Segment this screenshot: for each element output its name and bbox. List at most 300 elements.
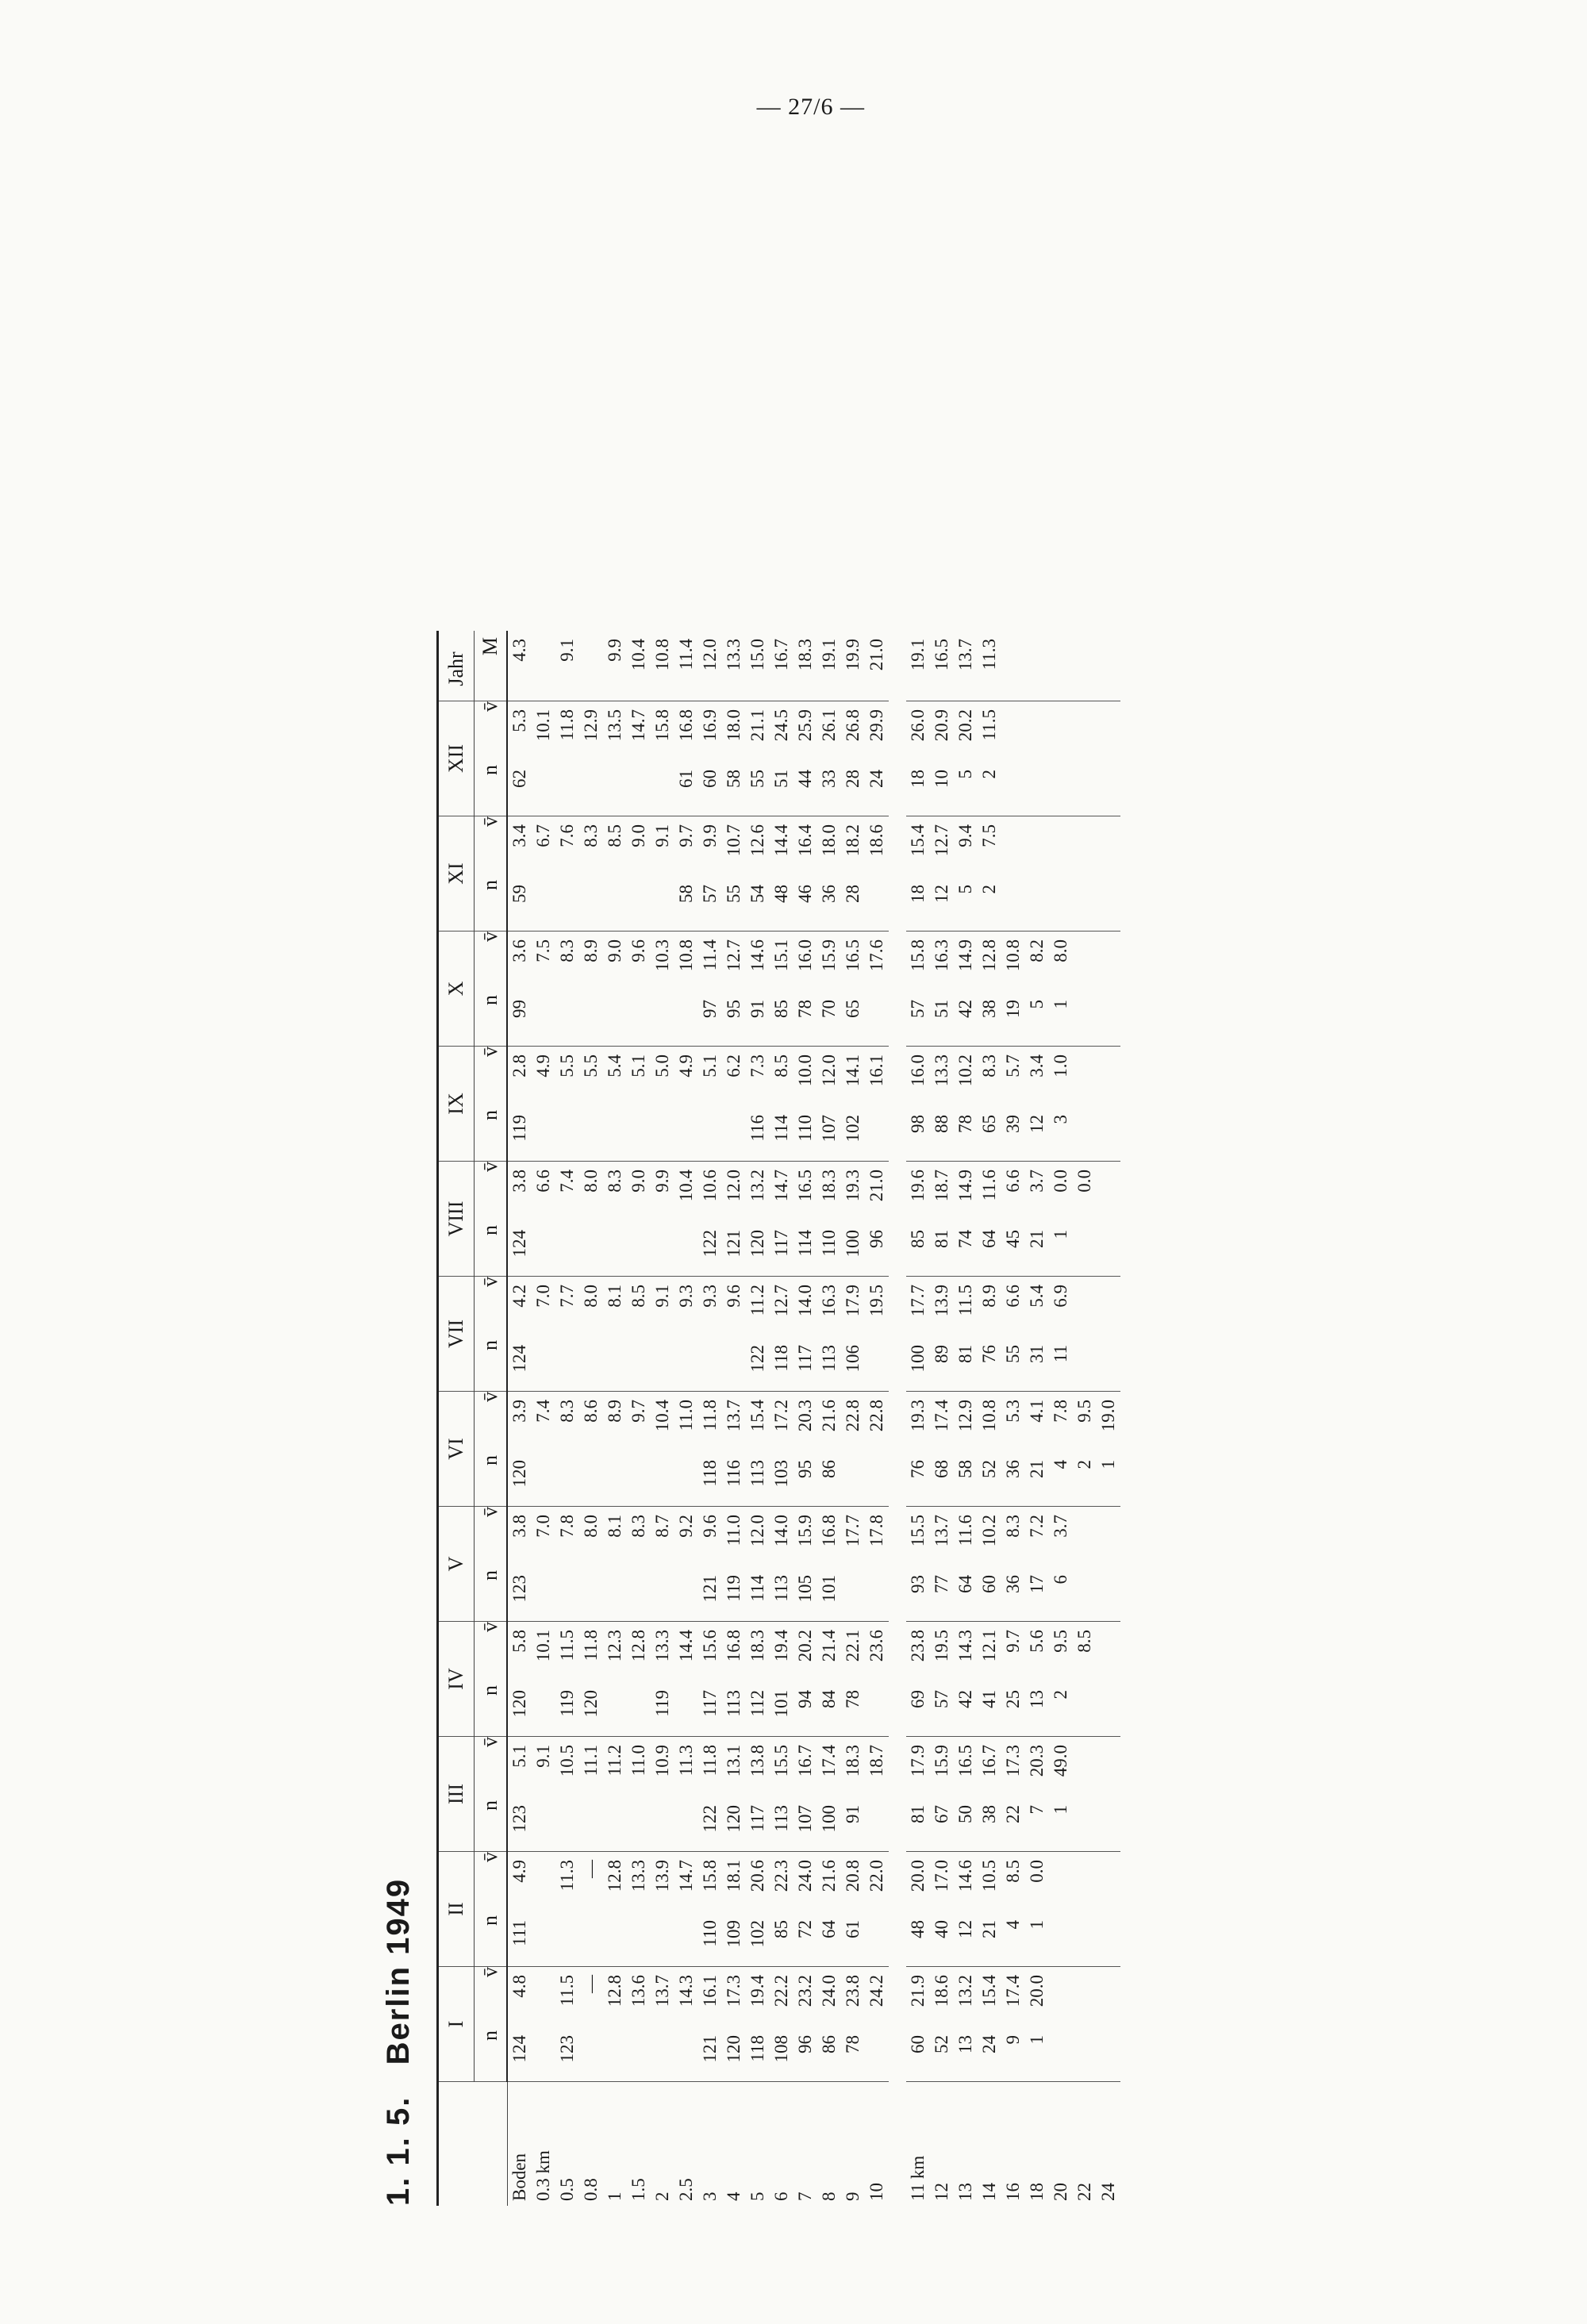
count-cell: 108 <box>770 2030 794 2082</box>
count-cell: 100 <box>906 1340 930 1392</box>
count-cell <box>532 1455 555 1507</box>
mean-speed-cell: 11.0 <box>628 1745 648 1777</box>
count-cell: 94 <box>794 1685 817 1737</box>
mean-speed-cell: 3.8 <box>509 1170 529 1193</box>
mean-speed-cell: 15.9 <box>932 1745 951 1777</box>
mean-speed-cell: 14.7 <box>771 1170 791 1202</box>
count-cell: 9 <box>1001 2030 1025 2082</box>
mean-speed-header: v̄ <box>475 1622 508 1686</box>
count-cell <box>532 1570 555 1622</box>
count-cell <box>865 1110 889 1162</box>
mean-speed-cell: 0.0 <box>1027 1860 1047 1883</box>
count-cell: 118 <box>698 1455 722 1507</box>
mean-speed-cell: 9.0 <box>605 939 624 962</box>
table-row <box>1001 631 1025 2206</box>
count-cell: 64 <box>817 1915 841 1967</box>
count-cell: 118 <box>746 2030 770 2082</box>
month-header: XI <box>438 816 475 932</box>
count-cell: 58 <box>722 765 746 816</box>
count-cell <box>627 995 651 1047</box>
mean-speed-cell: 18.6 <box>867 824 886 857</box>
mean-speed-cell: 13.2 <box>955 1975 975 2007</box>
count-cell <box>627 880 651 932</box>
mean-speed-cell: 8.5 <box>771 1054 791 1077</box>
count-cell: 103 <box>770 1455 794 1507</box>
count-cell: 12 <box>930 880 954 932</box>
count-cell <box>555 1800 579 1852</box>
count-cell <box>651 1570 674 1622</box>
mean-speed-cell: 14.1 <box>843 1054 863 1087</box>
count-cell: 95 <box>722 995 746 1047</box>
mean-speed-cell: 15.4 <box>747 1400 767 1432</box>
mean-speed-cell: 14.6 <box>955 1860 975 1892</box>
mean-speed-cell: 8.3 <box>979 1054 999 1077</box>
mean-speed-cell: 15.8 <box>908 939 928 972</box>
mean-speed-cell: 8.0 <box>581 1285 601 1308</box>
count-cell: 78 <box>841 1685 865 1737</box>
count-cell: 18 <box>906 765 930 816</box>
count-cell: 91 <box>841 1800 865 1852</box>
count-cell <box>603 1110 627 1162</box>
count-cell <box>627 1110 651 1162</box>
count-cell: 51 <box>930 995 954 1047</box>
mean-speed-cell: 13.5 <box>605 709 624 742</box>
mean-speed-cell: 20.9 <box>932 709 951 742</box>
mean-speed-cell: 26.8 <box>843 709 863 742</box>
count-cell <box>603 1685 627 1737</box>
mean-speed-cell: 5.4 <box>1027 1285 1047 1308</box>
count-cell: 76 <box>978 1340 1001 1392</box>
page-title: 1. 1. 5. Berlin 1949 <box>381 1877 416 2206</box>
mean-speed-cell: 13.6 <box>628 1975 648 2007</box>
count-cell <box>674 1915 698 1967</box>
mean-speed-cell: 20.3 <box>1027 1745 1047 1777</box>
count-cell <box>579 880 603 932</box>
mean-speed-cell: 5.3 <box>1003 1400 1023 1423</box>
mean-speed-cell: 9.6 <box>628 939 648 962</box>
count-cell: 36 <box>817 880 841 932</box>
mean-speed-cell: 16.3 <box>932 939 951 972</box>
mean-speed-cell: 4.8 <box>509 1975 529 1998</box>
mean-speed-cell: 16.9 <box>700 709 720 742</box>
mean-speed-cell: 5.5 <box>581 1054 601 1077</box>
count-cell <box>603 1570 627 1622</box>
mean-speed-cell: 29.9 <box>867 709 886 742</box>
count-cell: 4 <box>1001 1915 1025 1967</box>
count-cell: 21 <box>1025 1225 1049 1277</box>
mean-speed-cell: 11.6 <box>979 1170 999 1201</box>
count-cell <box>651 1225 674 1277</box>
count-cell: 121 <box>698 1570 722 1622</box>
mean-speed-cell: 16.5 <box>955 1745 975 1777</box>
mean-speed-cell: 17.3 <box>1003 1745 1023 1777</box>
count-cell: 96 <box>865 1225 889 1277</box>
count-cell: 110 <box>794 1110 817 1162</box>
mean-speed-cell: 19.3 <box>908 1400 928 1432</box>
mean-speed-cell: 9.3 <box>700 1285 720 1308</box>
mean-speed-cell: 21.6 <box>819 1400 839 1432</box>
year-mean-cell: 10.8 <box>651 631 674 701</box>
count-cell <box>555 765 579 816</box>
count-header: n <box>475 1340 508 1392</box>
count-cell <box>841 1455 865 1507</box>
mean-speed-cell: 12.8 <box>628 1630 648 1662</box>
data-table <box>436 631 1120 2206</box>
count-cell <box>1073 880 1097 932</box>
mean-speed-cell <box>1097 932 1120 996</box>
count-cell: 52 <box>930 2030 954 2082</box>
count-cell <box>698 1340 722 1392</box>
mean-speed-cell <box>1097 816 1120 881</box>
count-cell <box>532 1225 555 1277</box>
table-row <box>627 631 651 2206</box>
mean-speed-cell: 19.4 <box>771 1630 791 1662</box>
count-cell <box>674 1800 698 1852</box>
height-label: 0.5 <box>557 2178 577 2201</box>
mean-speed-cell: 7.2 <box>1027 1515 1047 1538</box>
mean-speed-cell <box>1073 1277 1097 1341</box>
mean-speed-cell: 7.8 <box>1051 1400 1070 1423</box>
count-cell: 24 <box>865 765 889 816</box>
count-cell <box>627 1455 651 1507</box>
mean-speed-cell: 13.7 <box>932 1515 951 1547</box>
mean-speed-cell: 12.7 <box>932 824 951 857</box>
mean-speed-cell: 6.9 <box>1051 1285 1070 1308</box>
mean-speed-cell: 4.9 <box>509 1860 529 1883</box>
mean-speed-cell: 16.0 <box>908 1054 928 1087</box>
mean-speed-cell: 9.5 <box>1074 1400 1094 1423</box>
mean-speed-cell: 8.3 <box>605 1170 624 1193</box>
count-cell: 1 <box>1049 1800 1073 1852</box>
table-row <box>651 631 674 2206</box>
count-cell: 122 <box>746 1340 770 1392</box>
table-row <box>1073 631 1097 2206</box>
mean-speed-cell <box>1097 1967 1120 2031</box>
mean-speed-header: v̄ <box>475 701 508 766</box>
count-cell: 117 <box>770 1225 794 1277</box>
table-row <box>794 631 817 2206</box>
count-cell: 50 <box>954 1800 978 1852</box>
year-mean-header: M <box>475 631 508 701</box>
count-cell <box>651 1800 674 1852</box>
count-cell: 39 <box>1001 1110 1025 1162</box>
count-cell: 36 <box>1001 1570 1025 1622</box>
year-mean-cell <box>579 631 603 701</box>
mean-speed-cell: 5.1 <box>509 1745 529 1768</box>
height-label: 3 <box>700 2191 720 2201</box>
mean-speed-cell: 9.7 <box>676 824 696 847</box>
count-cell: 5 <box>1025 995 1049 1047</box>
mean-speed-cell: 14.6 <box>747 939 767 972</box>
mean-speed-cell: 19.3 <box>843 1170 863 1202</box>
count-cell: 58 <box>674 880 698 932</box>
mean-speed-cell <box>1097 1507 1120 1571</box>
mean-speed-cell: 8.2 <box>1027 939 1047 962</box>
mean-speed-cell: 12.1 <box>979 1630 999 1662</box>
count-cell: 85 <box>770 995 794 1047</box>
count-cell: 81 <box>930 1225 954 1277</box>
table-header <box>438 631 508 2206</box>
count-cell: 93 <box>906 1570 930 1622</box>
mean-speed-header: v̄ <box>475 932 508 996</box>
month-header: XII <box>438 701 475 816</box>
mean-speed-cell: 21.4 <box>819 1630 839 1662</box>
mean-speed-cell: 6.7 <box>533 824 553 847</box>
mean-speed-cell: 4.2 <box>509 1285 529 1308</box>
mean-speed-cell: 17.3 <box>724 1975 744 2007</box>
mean-speed-cell <box>1097 1622 1120 1686</box>
count-cell: 48 <box>906 1915 930 1967</box>
mean-speed-cell: 15.1 <box>771 939 791 972</box>
count-cell: 81 <box>906 1800 930 1852</box>
count-cell: 28 <box>841 765 865 816</box>
count-cell: 107 <box>817 1110 841 1162</box>
count-cell <box>603 1915 627 1967</box>
year-mean-cell: 11.3 <box>978 631 1001 701</box>
year-mean-cell <box>532 631 555 701</box>
count-cell <box>1073 1915 1097 1967</box>
count-cell: 111 <box>507 1915 532 1967</box>
mean-speed-cell: 9.1 <box>652 824 672 847</box>
height-label: 6 <box>771 2191 791 2201</box>
mean-speed-cell: 5.5 <box>557 1054 577 1077</box>
mean-speed-cell: 12.8 <box>605 1860 624 1892</box>
height-label: Boden <box>509 2153 529 2201</box>
mean-speed-cell: 7.4 <box>557 1170 577 1193</box>
mean-speed-cell: 12.8 <box>605 1975 624 2007</box>
count-cell: 114 <box>770 1110 794 1162</box>
count-cell: 119 <box>651 1685 674 1737</box>
height-label: 2.5 <box>676 2178 696 2201</box>
count-cell <box>579 1455 603 1507</box>
mean-speed-cell: 19.4 <box>747 1975 767 2007</box>
count-cell <box>865 1455 889 1507</box>
count-header: n <box>475 1110 508 1162</box>
mean-speed-cell: 18.7 <box>932 1170 951 1202</box>
count-cell: 74 <box>954 1225 978 1277</box>
count-cell <box>579 2030 603 2082</box>
mean-speed-header: v̄ <box>475 1737 508 1801</box>
mean-speed-cell: 14.7 <box>676 1860 696 1892</box>
mean-speed-cell: 12.3 <box>605 1630 624 1662</box>
table-body <box>507 631 1120 2206</box>
header-corner <box>438 2082 508 2207</box>
mean-speed-cell <box>1049 1852 1073 1916</box>
count-cell <box>1097 1915 1120 1967</box>
count-cell: 120 <box>722 2030 746 2082</box>
year-mean-cell: 13.7 <box>954 631 978 701</box>
count-cell: 24 <box>978 2030 1001 2082</box>
height-label: 20 <box>1051 2183 1070 2201</box>
count-cell <box>674 1570 698 1622</box>
count-cell: 57 <box>906 995 930 1047</box>
mean-speed-cell: 13.3 <box>652 1630 672 1662</box>
mean-speed-cell: 11.0 <box>676 1400 696 1431</box>
mean-speed-cell: 3.4 <box>509 824 529 847</box>
table-row <box>555 631 579 2206</box>
count-cell <box>651 1110 674 1162</box>
mean-speed-cell: 8.5 <box>605 824 624 847</box>
count-cell <box>1049 765 1073 816</box>
count-cell <box>579 1570 603 1622</box>
count-cell: 117 <box>698 1685 722 1737</box>
count-cell <box>674 995 698 1047</box>
year-mean-cell <box>1049 631 1073 701</box>
count-cell: 60 <box>906 2030 930 2082</box>
count-cell: 69 <box>906 1685 930 1737</box>
count-cell: 119 <box>507 1110 532 1162</box>
mean-speed-cell: 6.2 <box>724 1054 744 1077</box>
count-header: n <box>475 1225 508 1277</box>
mean-speed-cell: 8.3 <box>1003 1515 1023 1538</box>
count-cell: 76 <box>906 1455 930 1507</box>
mean-speed-cell <box>1073 932 1097 996</box>
table-row <box>930 631 954 2206</box>
count-cell: 99 <box>507 995 532 1047</box>
year-mean-cell: 11.4 <box>674 631 698 701</box>
count-cell: 51 <box>770 765 794 816</box>
mean-speed-cell: 9.1 <box>533 1745 553 1768</box>
count-cell <box>579 995 603 1047</box>
mean-speed-cell: 16.5 <box>795 1170 815 1202</box>
count-cell: 67 <box>930 1800 954 1852</box>
height-label: 14 <box>979 2183 999 2201</box>
count-cell: 41 <box>978 1685 1001 1737</box>
mean-speed-cell: 11.1 <box>581 1745 601 1777</box>
mean-speed-cell <box>1049 1967 1073 2031</box>
mean-speed-cell: 14.4 <box>771 824 791 857</box>
count-cell: 72 <box>794 1915 817 1967</box>
table-row <box>532 631 555 2206</box>
count-cell <box>627 1570 651 1622</box>
mean-speed-cell: 7.0 <box>533 1515 553 1538</box>
mean-speed-cell: 6.6 <box>1003 1170 1023 1193</box>
mean-speed-cell: 16.4 <box>795 824 815 857</box>
year-mean-cell: 12.0 <box>698 631 722 701</box>
count-cell <box>603 765 627 816</box>
mean-speed-cell: 22.1 <box>843 1630 863 1662</box>
count-cell <box>627 1685 651 1737</box>
height-label: 11 km <box>908 2155 928 2201</box>
count-cell: 110 <box>698 1915 722 1967</box>
mean-speed-cell <box>1001 701 1025 766</box>
mean-speed-cell: 12.9 <box>581 709 601 742</box>
count-cell: 124 <box>507 2030 532 2082</box>
count-cell <box>579 1800 603 1852</box>
mean-speed-cell <box>1073 816 1097 881</box>
count-cell: 102 <box>746 1915 770 1967</box>
mean-speed-cell <box>1025 701 1049 766</box>
count-cell <box>532 880 555 932</box>
mean-speed-cell <box>1049 816 1073 881</box>
count-cell: 101 <box>770 1685 794 1737</box>
count-cell: 124 <box>507 1225 532 1277</box>
year-mean-cell <box>1073 631 1097 701</box>
mean-speed-cell: 12.6 <box>747 824 767 857</box>
count-cell <box>1097 1685 1120 1737</box>
mean-speed-cell: 8.9 <box>581 939 601 962</box>
count-cell <box>627 765 651 816</box>
count-cell: 85 <box>906 1225 930 1277</box>
mean-speed-cell: 9.1 <box>652 1285 672 1308</box>
height-label: 2 <box>652 2191 672 2201</box>
mean-speed-header: v̄ <box>475 1047 508 1111</box>
mean-speed-cell: 10.3 <box>652 939 672 972</box>
count-cell: 117 <box>794 1340 817 1392</box>
mean-speed-cell: 10.8 <box>676 939 696 972</box>
mean-speed-cell: 22.8 <box>843 1400 863 1432</box>
count-cell <box>532 1800 555 1852</box>
count-cell: 1 <box>1049 1225 1073 1277</box>
mean-speed-cell: 16.1 <box>867 1054 886 1087</box>
mean-speed-cell: 12.7 <box>771 1285 791 1317</box>
count-cell <box>1049 880 1073 932</box>
mean-speed-cell: 9.9 <box>652 1170 672 1193</box>
mean-speed-cell: 9.0 <box>628 1170 648 1193</box>
count-cell: 42 <box>954 1685 978 1737</box>
mean-speed-cell: 13.2 <box>747 1170 767 1202</box>
mean-speed-cell: 13.3 <box>932 1054 951 1087</box>
count-cell: 120 <box>722 1800 746 1852</box>
mean-speed-cell <box>1097 1162 1120 1226</box>
count-cell: 64 <box>954 1570 978 1622</box>
height-label: 12 <box>932 2183 951 2201</box>
table-row <box>1049 631 1073 2206</box>
count-cell: 85 <box>770 1915 794 1967</box>
mean-speed-cell: 8.9 <box>605 1400 624 1423</box>
month-header: II <box>438 1852 475 1967</box>
count-cell: 12 <box>1025 1110 1049 1162</box>
count-cell: 116 <box>746 1110 770 1162</box>
rotated-table-area <box>381 175 1254 2206</box>
mean-speed-header: v̄ <box>475 1162 508 1226</box>
count-header: n <box>475 2030 508 2082</box>
mean-speed-cell: 9.7 <box>628 1400 648 1423</box>
mean-speed-cell: 8.9 <box>979 1285 999 1308</box>
count-cell: 102 <box>841 1110 865 1162</box>
mean-speed-cell: 23.6 <box>867 1630 886 1662</box>
mean-speed-cell: 15.8 <box>652 709 672 742</box>
count-cell <box>555 1110 579 1162</box>
count-cell: 77 <box>930 1570 954 1622</box>
mean-speed-cell: 15.4 <box>908 824 928 857</box>
mean-speed-cell: 15.9 <box>819 939 839 972</box>
count-cell: 62 <box>507 765 532 816</box>
count-cell: 3 <box>1049 1110 1073 1162</box>
count-cell <box>1049 1915 1073 1967</box>
count-cell: 18 <box>906 880 930 932</box>
count-cell: 61 <box>841 1915 865 1967</box>
mean-speed-cell: 10.4 <box>652 1400 672 1432</box>
table-row <box>746 631 770 2206</box>
count-cell: 81 <box>954 1340 978 1392</box>
mean-speed-cell: 19.5 <box>932 1630 951 1662</box>
count-cell <box>1097 995 1120 1047</box>
count-cell: 57 <box>698 880 722 932</box>
count-cell: 112 <box>746 1685 770 1737</box>
table-row <box>579 631 603 2206</box>
count-cell <box>865 1915 889 1967</box>
count-cell: 105 <box>794 1570 817 1622</box>
height-label: 0.3 km <box>533 2150 553 2201</box>
count-cell: 86 <box>817 1455 841 1507</box>
count-cell: 55 <box>1001 1340 1025 1392</box>
mean-speed-cell: 8.0 <box>581 1515 601 1538</box>
count-cell <box>579 1340 603 1392</box>
mean-speed-cell: 24.2 <box>867 1975 886 2007</box>
count-cell: 33 <box>817 765 841 816</box>
mean-speed-cell: 16.8 <box>819 1515 839 1547</box>
